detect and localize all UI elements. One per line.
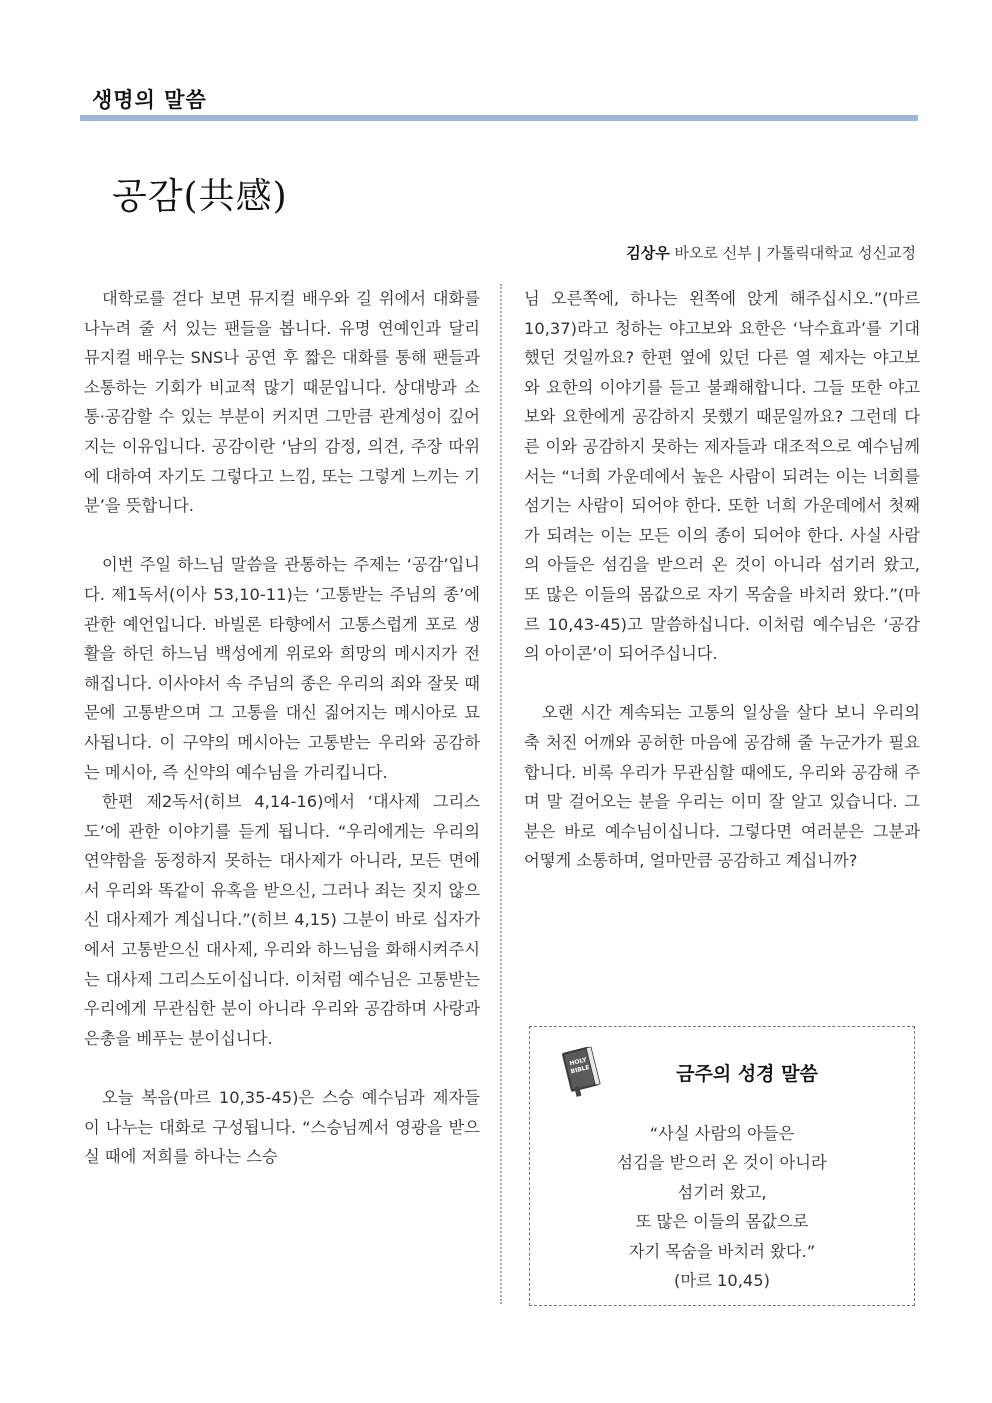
- verse-line: 섬김을 받으러 온 것이 아니라: [617, 1153, 827, 1173]
- author-name: 김상우: [626, 244, 670, 262]
- author-line: [626, 242, 916, 263]
- article-title: 공감(共感): [112, 176, 288, 217]
- verse-line: 자기 목숨을 바치러 왔다.”: [628, 1241, 816, 1261]
- verse-reference: (마르 10,45): [674, 1271, 770, 1291]
- bible-icon-text-bible: BIBLE: [569, 1063, 591, 1076]
- paragraph: 오늘 복음(마르 10,35-45)은 스승 예수님과 제자들이 나누는 대화로 구성됩니다. “스승님께서 영광을 받으실 때에 저희를 하나는 스승: [84, 1088, 480, 1167]
- bible-icon-text-holy: HOLY: [568, 1056, 588, 1068]
- verse-text: [530, 1119, 914, 1295]
- author-role: 바오로 신부 | 가톨릭대학교 성신교정: [674, 244, 916, 262]
- verse-box: [529, 1026, 915, 1306]
- left-column: [84, 284, 480, 1172]
- paragraph: 이번 주일 하느님 말씀을 관통하는 주제는 ‘공감’입니다. 제1독서(이사 53,10-11)는 ‘고통받는 주님의 종’에 관한 예언입니다. 바빌론 타향에서 고통스럽게 포로 생활을 하던 하느님 백성에게 위로와 희망의 메시지가 전해집니다. 이사야서 속 주님의 종은 우리의 죄와 잘못 때문에 고통받으며 그 고통을 대신 짊어지는 메시아로 묘사됩니다. 이 구약의 메시아는 고통받는 우리와 공감하는 메시아, 즉 신약의 예수님을 가리킵니다.: [84, 555, 480, 782]
- header-rule: [80, 115, 918, 121]
- column-divider: [500, 284, 502, 1304]
- verse-line: 섬기러 왔고,: [677, 1182, 767, 1202]
- right-column: [524, 284, 920, 876]
- paragraph: 님 오른쪽에, 하나는 왼쪽에 앉게 해주십시오.”(마르 10,37)라고 청하는 야고보와 요한은 ‘낙수효과’를 기대했던 것일까요? 한편 옆에 있던 다른 열 제자는 야고보와 요한의 이야기를 듣고 불쾌해합니다. 그들 또한 야고보와 요한에게 공감하지 못했기 때문일까요? 그런데 다른 이와 공감하지 못하는 제자들과 대조적으로 예수님께서는 “너희 가운데에서 높은 사람이 되려는 이는 너희를 섬기는 사람이 되어야 한다. 또한 너희 가운데에서 첫째가 되려는 이는 모든 이의 종이 되어야 한다. 사실 사람의 아들은 섬김을 받으러 온 것이 아니라 섬기러 왔고, 또 많은 이들의 몸값으로 자기 목숨을 바치러 왔다.”(마르 10,43-45)고 말씀하십니다. 이처럼 예수님은 ‘공감의 아이콘’이 되어주십니다.: [524, 289, 920, 664]
- paragraph: 한편 제2독서(히브 4,14-16)에서 ‘대사제 그리스도’에 관한 이야기를 듣게 됩니다. “우리에게는 우리의 연약함을 동정하지 못하는 대사제가 아니라, 모든 면에서 우리와 똑같이 유혹을 받으신, 그러나 죄는 짓지 않으신 대사제가 계십니다.”(히브 4,15) 그분이 바로 십자가에서 고통받으신 대사제, 우리와 하느님을 화해시켜주시는 대사제 그리스도이십니다. 이처럼 예수님은 고통받는 우리에게 무관심한 분이 아니라 우리와 공감하며 사랑과 은총을 베푸는 분이십니다.: [84, 792, 480, 1048]
- paragraph: 대학로를 걷다 보면 뮤지컬 배우와 길 위에서 대화를 나누려 줄 서 있는 팬들을 봅니다. 유명 연예인과 달리 뮤지컬 배우는 SNS나 공연 후 짧은 대화를 통해 팬들과 소통하는 기회가 비교적 많기 때문입니다. 상대방과 소통·공감할 수 있는 부분이 커지면 그만큼 관계성이 깊어지는 이유입니다. 공감이란 ‘남의 감정, 의견, 주장 따위에 대하여 자기도 그렇다고 느낌, 또는 그렇게 느끼는 기분’을 뜻합니다.: [84, 289, 480, 516]
- verse-line: 또 많은 이들의 몸값으로: [635, 1212, 809, 1232]
- verse-line: “사실 사람의 아들은: [649, 1124, 795, 1143]
- section-label: 생명의 말씀: [92, 88, 207, 112]
- verse-box-title: 금주의 성경 말씀: [676, 1063, 818, 1085]
- paragraph: 오랜 시간 계속되는 고통의 일상을 살다 보니 우리의 축 처진 어깨와 공허한 마음에 공감해 줄 누군가가 필요합니다. 비록 우리가 무관심할 때에도, 우리와 공감해 주며 말 걸어오는 분을 우리는 이미 잘 알고 있습니다. 그분은 바로 예수님이십니다. 그렇다면 여러분은 그분과 어떻게 소통하며, 얼마만큼 공감하고 계십니까?: [524, 703, 920, 871]
